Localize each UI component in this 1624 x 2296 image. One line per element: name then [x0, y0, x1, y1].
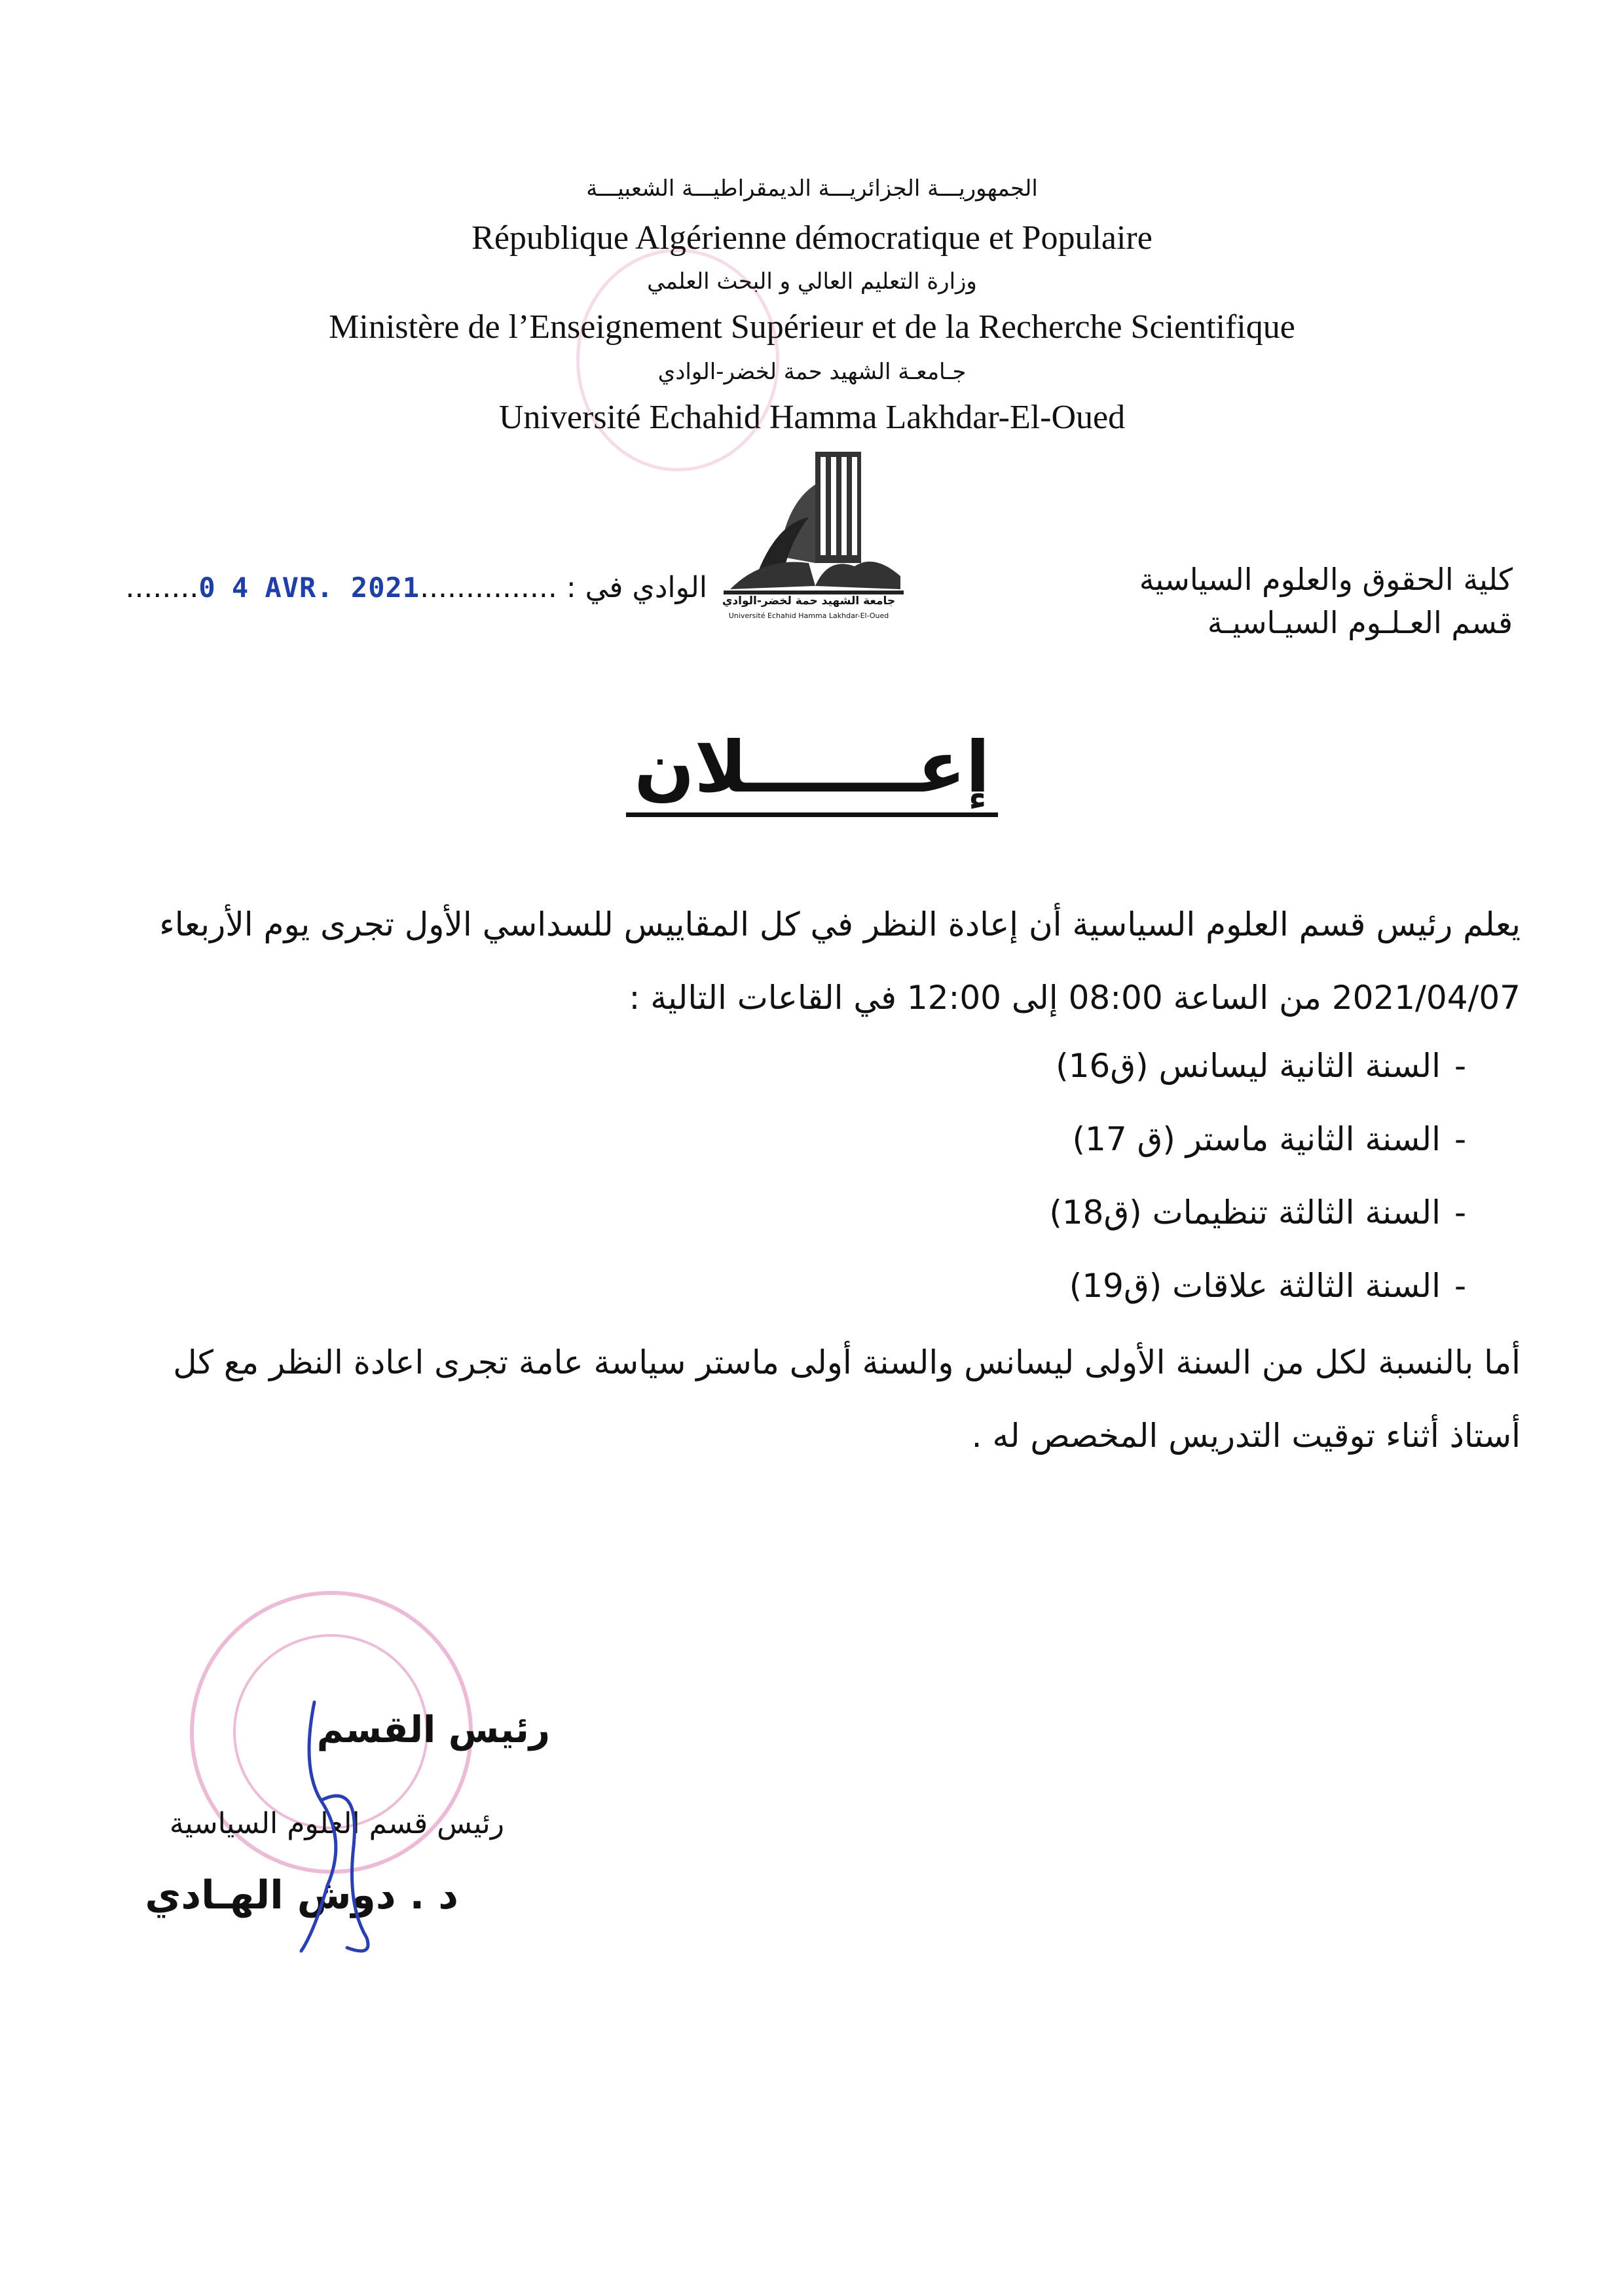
list-dash: - — [1454, 1047, 1467, 1085]
faculty-block — [923, 558, 1513, 644]
logo-caption-ar: جامعة الشهيد حمة لخضر-الوادي — [722, 594, 896, 608]
list-item — [563, 1176, 1480, 1249]
dateline-label: الوادي في : — [566, 571, 707, 604]
list-dash: - — [1454, 1120, 1467, 1158]
signature-role: رئيس القسم — [316, 1709, 550, 1751]
body-intro — [100, 888, 1521, 1034]
republic-fr: République Algérienne démocratique et Populaire — [471, 219, 1153, 257]
dateline-dots-after: ............... — [420, 571, 557, 604]
list-dash: - — [1454, 1194, 1467, 1231]
body-line-2: 2021/04/07 من الساعة 08:00 إلى 12:00 في القاعات التالية : — [629, 979, 1521, 1017]
department-name: قسم العـلـوم السيـاسيـة — [1207, 605, 1513, 640]
list-item-text: السنة الثانية ليسانس (ق16) — [1056, 1047, 1441, 1085]
republic-ar: الجمهوريـــة الجزائريـــة الديمقراطيـــة الشعبيـــة — [586, 175, 1038, 202]
page-title — [0, 727, 1624, 817]
list-dash: - — [1454, 1267, 1467, 1305]
list-item-text: السنة الثالثة تنظيمات (ق18) — [1049, 1194, 1441, 1231]
signature-graphic — [275, 1689, 406, 1964]
logo-caption-fr: Université Echahid Hamma Lakhdar-El-Oued — [728, 611, 889, 620]
dateline-dots-before: ........ — [125, 571, 199, 604]
date-stamp: 0 4 AVR. 2021 — [198, 572, 420, 604]
ministry-fr: Ministère de l’Enseignement Supérieur et de la Recherche Scientifique — [329, 308, 1295, 346]
para2-line-1: أما بالنسبة لكل من السنة الأولى ليسانس والسنة أولى ماستر سياسة عامة تجرى اعادة النظر مع كل — [173, 1343, 1521, 1381]
university-ar: جـامعـة الشهيد حمة لخضر-الوادي — [657, 359, 967, 385]
list-item-text: السنة الثالثة علاقات (ق19) — [1069, 1267, 1441, 1305]
para2-line-2: أستاذ أثناء توقيت التدريس المخصص له . — [971, 1417, 1521, 1455]
faculty-name: كلية الحقوق والعلوم السياسية — [1139, 562, 1513, 597]
stamp-line-2: د . دوش الهـادي — [145, 1872, 458, 1918]
body-line-1: يعلم رئيس قسم العلوم السياسية أن إعادة النظر في كل المقاييس للسداسي الأول تجرى يوم الأربعاء — [159, 905, 1521, 943]
list-item — [563, 1102, 1480, 1176]
list-item-text: السنة الثانية ماستر (ق 17) — [1072, 1120, 1441, 1158]
halls-list — [563, 1029, 1480, 1322]
handwritten-signature — [275, 1689, 406, 1964]
body-second-paragraph — [100, 1326, 1521, 1472]
dateline — [125, 571, 707, 604]
page-title-text: إعـــــــلان — [626, 727, 997, 817]
university-fr: Université Echahid Hamma Lakhdar-El-Oued — [498, 399, 1126, 436]
stamp-line-1: رئيس قسم العلوم السياسية — [169, 1807, 504, 1840]
list-item — [563, 1249, 1480, 1322]
header-stamp — [576, 249, 779, 471]
list-item — [563, 1029, 1480, 1102]
ministry-ar: وزارة التعليم العالي و البحث العلمي — [647, 268, 977, 295]
